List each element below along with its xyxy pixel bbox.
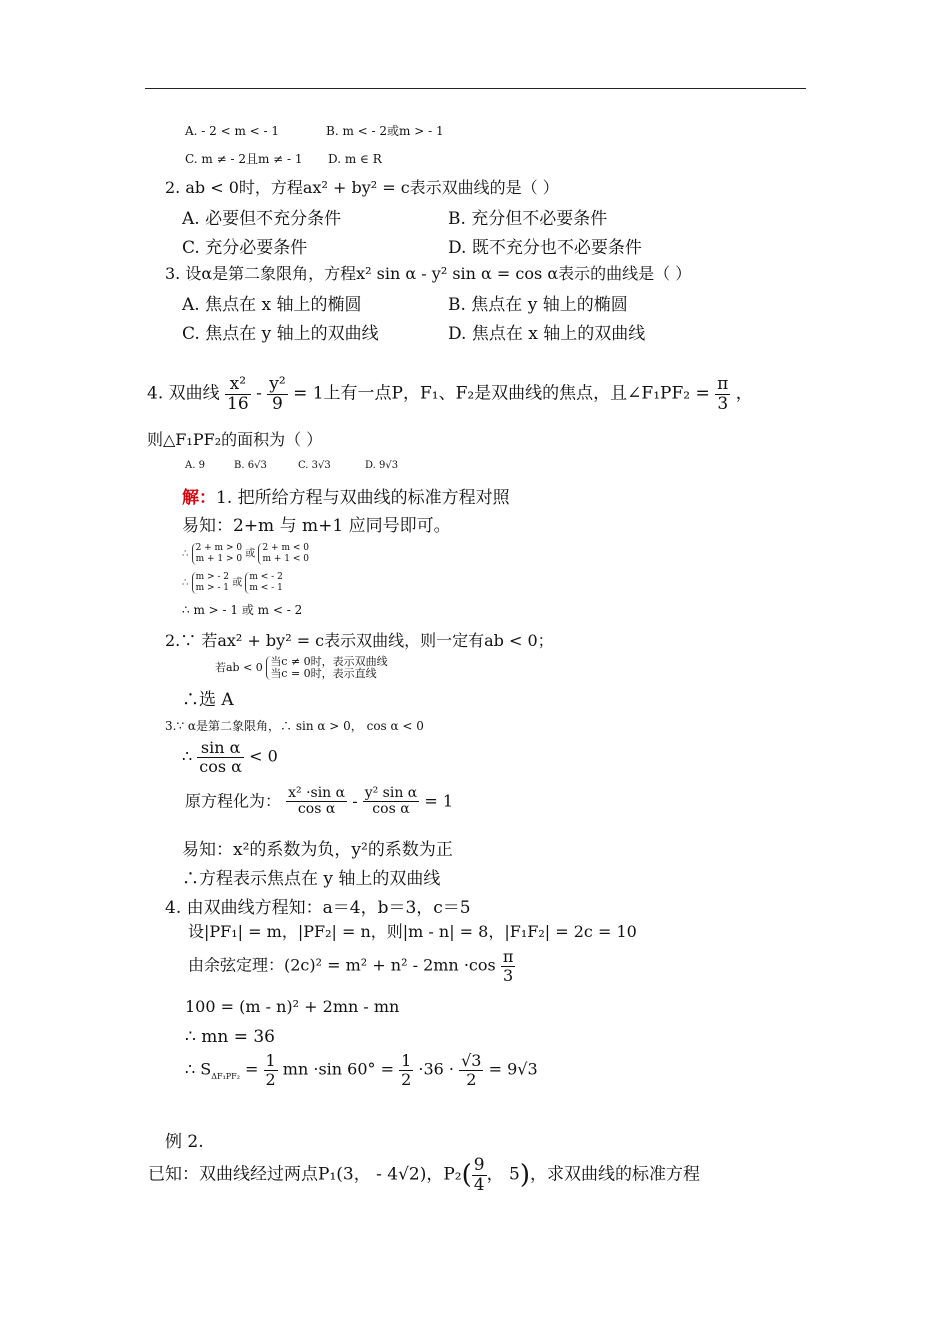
q1-option-c: C. m ≠ - 2且m ≠ - 1: [185, 152, 303, 166]
q3-stem: 3. 设α是第二象限角，方程x² sin α - y² sin α = cos α表示的曲线是（ ）: [165, 264, 692, 283]
q2-option-c: C. 充分必要条件: [182, 238, 308, 258]
solution-4-area-sub: ΔF₁PF₂: [211, 1071, 240, 1081]
system-2a: [192, 572, 229, 594]
q4-frac1-den: 16: [227, 393, 249, 414]
or-word: 或: [232, 577, 243, 589]
solution-3-fraction-1: [286, 786, 347, 818]
solution-3-f1-num: x² ·sin α: [288, 785, 346, 801]
solution-3-ratio: [182, 739, 278, 775]
q3-option-d: D. 焦点在 x 轴上的双曲线: [448, 324, 646, 344]
solution-4-area-frac-1: [264, 1052, 278, 1088]
solution-4-area-frac-3: [459, 1052, 483, 1088]
therefore-symbol: ∴: [182, 548, 189, 560]
therefore-symbol: ∴: [182, 746, 193, 766]
q4-minus: -: [352, 791, 358, 811]
system-2b-bottom: m < - 1: [249, 583, 283, 593]
q4-frac2-den: 9: [272, 393, 283, 414]
example-2-tail: ，求双曲线的标准方程: [529, 1164, 700, 1185]
solution-4-cos-den: 3: [502, 965, 514, 985]
solution-1-system-2: [182, 572, 283, 594]
system-1b-top: 2 + m < 0: [262, 543, 309, 553]
example-2-statement: [148, 1156, 700, 1194]
system-1a-bottom: m + 1 > 0: [195, 554, 243, 564]
solution-3-f2-den: cos α: [372, 801, 410, 818]
solution-4-area-end: = 9√3: [488, 1059, 538, 1079]
solution-3-frac-den: cos α: [199, 756, 242, 776]
q1-option-a: A. - 2 < m < - 1: [185, 124, 280, 138]
solution-3-equation: [185, 786, 453, 818]
q1-option-b: B. m < - 2或m > - 1: [326, 124, 444, 138]
solution-4-af2-num: 1: [401, 1051, 412, 1070]
q4-tail: ，: [735, 383, 753, 404]
solution-4-cos-fraction: [501, 948, 516, 984]
q4-option-c: C. 3√3: [298, 460, 331, 471]
solution-4-line1: 4. 由双曲线方程知：a＝4，b＝3，c＝5: [165, 898, 471, 918]
q3-option-a: A. 焦点在 x 轴上的椭圆: [182, 295, 362, 315]
solution-4-area-mid: mn ·sin 60° =: [282, 1059, 395, 1079]
system-1b-bottom: m + 1 < 0: [262, 554, 309, 564]
or-word: 或: [245, 548, 256, 560]
solution-2-line1: 2.∵ 若ax² + by² = c表示双曲线，则一定有ab < 0；: [165, 631, 554, 650]
example-2-right-paren: ): [519, 1159, 530, 1190]
therefore-symbol: ∴: [182, 577, 189, 589]
solution-4-cosine-law: [188, 948, 515, 984]
q4-option-a: A. 9: [185, 460, 205, 471]
solution-2-case1: 当c ≠ 0时，表示双曲线: [270, 655, 388, 668]
solution-1-line2: 易知：2+m 与 m+1 应同号即可。: [182, 516, 451, 536]
q4-frac1-num: x²: [225, 375, 251, 395]
q2-option-a: A. 必要但不充分条件: [182, 209, 342, 229]
q3-option-b: B. 焦点在 y 轴上的椭圆: [448, 295, 628, 315]
solution-4-af3-num: √3: [461, 1051, 482, 1070]
header-rule: [145, 88, 806, 89]
system-2a-bottom: m > - 1: [195, 583, 229, 593]
q2-option-d: D. 既不充分也不必要条件: [448, 238, 642, 258]
example-2-after-frac: ， 5: [486, 1164, 520, 1185]
solution-4-line2: 设|PF₁| = m，|PF₂| = n，则|m - n| = 8，|F₁F₂| = 2c = 10: [188, 922, 637, 941]
solution-4-af1-num: 1: [265, 1051, 276, 1070]
solution-4-area-mid2: ·36 ·: [418, 1059, 455, 1079]
solution-4-af3-den: 2: [466, 1069, 477, 1089]
example-2-left-paren: (: [461, 1159, 472, 1190]
solution-4-cos-prefix: 由余弦定理：(2c)² = m² + n² - 2mn ·cos: [188, 955, 496, 975]
q4-fraction-y: [267, 375, 287, 413]
system-1b: [258, 543, 309, 565]
solution-4-area-frac-2: [399, 1052, 413, 1088]
solution-2-case2: 当c = 0时，表示直线: [270, 667, 377, 680]
q4-option-d: D. 9√3: [365, 460, 399, 471]
q1-option-d: D. m ∈ R: [328, 152, 382, 166]
solution-4-af2-den: 2: [401, 1069, 412, 1089]
q4-mid: = 1上有一点P，F₁、F₂是双曲线的焦点，且∠F₁PF₂ =: [293, 383, 710, 404]
solution-2-result: ∴选 A: [182, 690, 234, 710]
q4-stem: [147, 375, 753, 413]
solution-2-case-prefix: 若ab < 0: [215, 661, 263, 674]
solution-label: 解：: [182, 488, 216, 508]
q4-frac3-den: 3: [717, 393, 729, 414]
q3-option-c: C. 焦点在 y 轴上的双曲线: [182, 324, 379, 344]
solution-4-area: [185, 1052, 538, 1088]
system-1a: [192, 543, 243, 565]
q4-fraction-angle: [715, 375, 730, 413]
system-2b-top: m < - 2: [249, 572, 283, 582]
solution-3-line4: 易知：x²的系数为负，y²的系数为正: [182, 840, 453, 860]
solution-3-line1: 3.∵ α是第二象限角，∴ sin α > 0， cos α < 0: [165, 719, 424, 733]
solution-2-cases: [215, 656, 388, 680]
solution-1-result: ∴ m > - 1 或 m < - 2: [182, 603, 303, 617]
example-2-frac-num: 9: [473, 1155, 485, 1175]
system-2b: [245, 572, 282, 594]
solution-4-cos-num: π: [502, 947, 514, 966]
example-2-title: 例 2.: [165, 1132, 204, 1152]
solution-4-line4: 100 = (m - n)² + 2mn - mn: [185, 997, 400, 1016]
system-1a-top: 2 + m > 0: [195, 543, 243, 553]
q4-fraction-x: [225, 375, 251, 413]
solution-4-area-eq: =: [245, 1059, 259, 1079]
solution-1-title: [182, 488, 510, 509]
solution-3-f2-num: y² sin α: [364, 785, 418, 801]
q4-prefix: 4. 双曲线: [147, 383, 220, 404]
q2-option-b: B. 充分但不必要条件: [448, 209, 608, 229]
q4-frac2-num: y²: [269, 374, 286, 394]
q4-minus: -: [256, 383, 262, 404]
solution-1-text: 1. 把所给方程与双曲线的标准方程对照: [216, 488, 510, 508]
solution-3-fraction-2: [363, 786, 420, 818]
q4-option-b: B. 6√3: [234, 460, 267, 471]
solution-3-frac-num: sin α: [197, 739, 244, 758]
example-2-frac-den: 4: [473, 1174, 485, 1195]
solution-3-eq-prefix: 原方程化为：: [185, 791, 282, 811]
example-2-prefix: 已知：双曲线经过两点P₁(3， - 4√2)，P₂: [148, 1164, 462, 1185]
system-2a-top: m > - 2: [195, 572, 229, 582]
solution-3-f1-den: cos α: [297, 801, 336, 818]
q4-line2: 则△F₁PF₂的面积为（ ）: [147, 430, 323, 449]
solution-4-af1-den: 2: [265, 1069, 276, 1089]
q2-stem: 2. ab < 0时，方程ax² + by² = c表示双曲线的是（ ）: [165, 178, 559, 197]
solution-4-line5: ∴ mn = 36: [185, 1027, 275, 1047]
q4-frac3-num: π: [717, 374, 729, 394]
solution-2-case-brace: [266, 656, 387, 680]
solution-3-result: ∴方程表示焦点在 y 轴上的双曲线: [182, 869, 441, 889]
solution-4-area-prefix: ∴ S: [185, 1059, 212, 1079]
solution-3-eq-tail: = 1: [424, 791, 454, 811]
solution-3-fraction: [197, 739, 244, 775]
solution-3-ineq: < 0: [249, 746, 278, 766]
example-2-fraction: [472, 1156, 487, 1194]
solution-1-system-1: [182, 543, 309, 565]
